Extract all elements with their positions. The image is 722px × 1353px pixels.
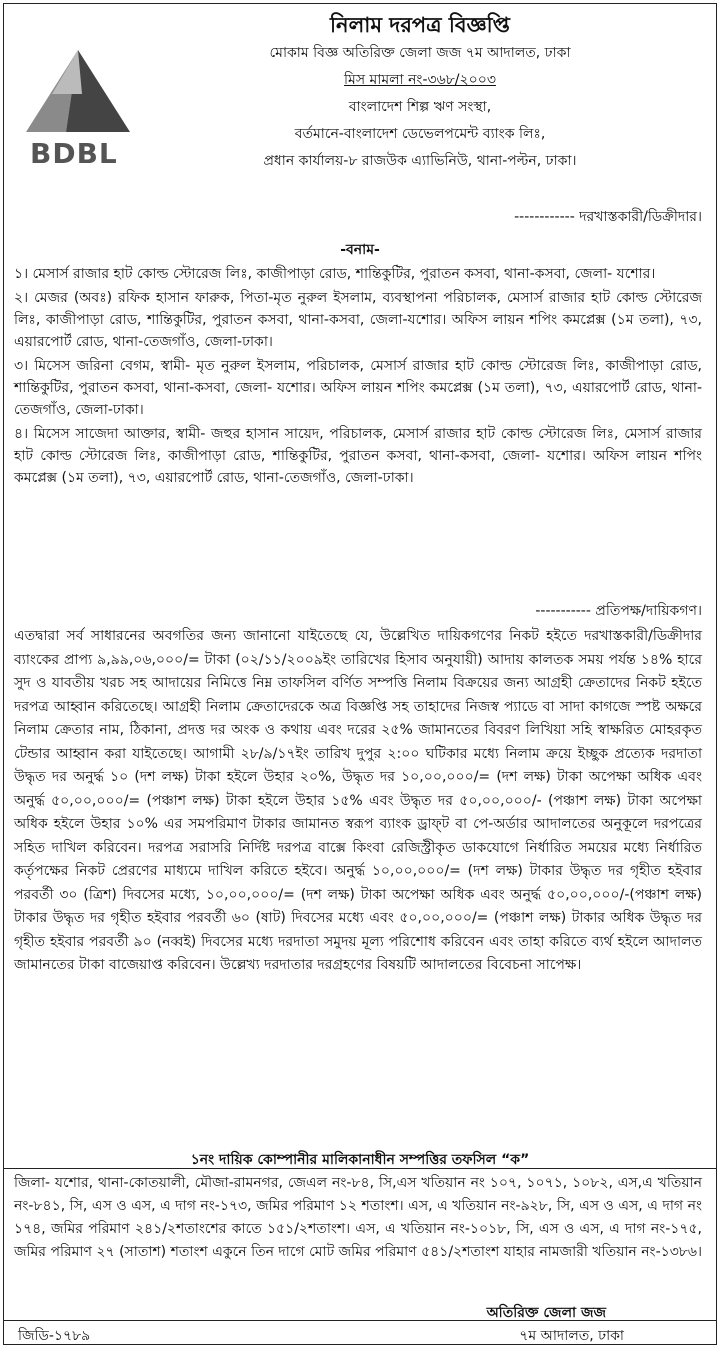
notice-sheet	[3, 3, 717, 1345]
notice-header	[134, 10, 706, 175]
gd-number: জিডি-১৭৮৯	[18, 1328, 91, 1344]
case-number: মিস মামলা নং-৩৬৮/২০০৩	[344, 72, 496, 88]
respondent-item: ১। মেসার্স রাজার হাট কোল্ড স্টোরেজ লিঃ, কাজীপাড়া রোড, শান্তিকুটির, পুরাতন কসবা, থানা-কসবা, জেলা- যশোর।	[14, 266, 656, 282]
court-line: মোকাম বিজ্ঞ অতিরিক্ত জেলা জজ ৭ম আদালত, ঢাকা	[269, 45, 571, 61]
schedule-text: জিলা- যশোর, থানা-কোতয়ালী, মৌজা-রামনগর, জেএল নং-৮৪, সি,এস খতিয়ান নং ১০৭, ১০৭১, ১০৮২, এস,এ খতিয়ান নং-৮৪১, সি, এস ও এস, এ দাগ নং-১৭৩, জমির পরিমাণ ১২ শতাংশ। এস, এ খতিয়ান নং-৯২৮, সি, এস ও এস, এ দাগ নং ১৭৪, জমির পরিমাণ ২৪১/২শতাংশের কাতে ১৫১/২শতাংশ। এস, এ খতিয়ান নং-১০১৮, সি, এস ও এস, এ দাগ নং-১৭৫, জমির পরিমাণ ২৭ (সাতাশ) শতাংশ একুনে তিন দাগে মোট জমির পরিমাণ ৫৪১/২শতাংশ যাহার নামজারী খতিয়ান নং-১৩৮৬।	[14, 1175, 703, 1260]
footer-divider	[4, 1320, 716, 1321]
respondent-item: ৩। মিসেস জরিনা বেগম, স্বামী- মৃত নুরুল ইসলাম, পরিচালক, মেসার্স রাজার হাট কোল্ড স্টোরেজ লিঃ, কাজীপাড়া রোড, শান্তিকুটির, পুরাতন কসবা, থানা-কসবা, জেলা- যশোর। অফিস লায়ন শপিং কমপ্লেক্স (১ম তলা), ৭৩, এয়ারপোর্ট রোড, থানা-তেজগাঁও, জেলা-ঢাকা।	[14, 358, 702, 418]
opposite-party-label: ----------- প্রতিপক্ষ/দায়িকগণ।	[535, 603, 702, 619]
schedule-divider-top	[4, 1168, 716, 1169]
triangle-logo-icon	[22, 44, 134, 134]
versus-label: -বনাম-	[340, 242, 380, 258]
respondent-item: ২। মেজর (অবঃ) রফিক হাসান ফারুক, পিতা-মৃত নুরুল ইসলাম, ব্যবস্থাপনা পরিচালক, মেসার্স রাজার হাট কোল্ড স্টোরেজ লিঃ, কাজীপাড়া রোড, শান্তিকুটির, পুরাতন কসবা, থানা-কসবা, জেলা-যশোর। অফিস লায়ন শপিং কমপ্লেক্স (১ম তলা), ৭৩, এয়ারপোর্ট রোড, থানা-তেজগাঁও, জেলা-ঢাকা।	[14, 290, 702, 350]
schedule-title: ১নং দায়িক কোম্পানীর মালিকানাধীন সম্পত্তির তফসিল “ক”	[190, 1152, 530, 1168]
petitioner-label: ------------ দরখাস্তকারী/ডিক্রীদার।	[514, 209, 702, 225]
page-title: নিলাম দরপত্র বিজ্ঞপ্তি	[330, 13, 510, 37]
org-line-1: বাংলাদেশ শিল্প ঋণ সংস্থা,	[348, 99, 492, 115]
org-line-3: প্রধান কার্যালয়-৮ রাজউক এ্যাভিনিউ, থানা-পল্টন, ঢাকা।	[263, 153, 577, 169]
bdbl-logo	[22, 44, 134, 170]
notice-body: এতদ্বারা সর্ব সাধারনের অবগতির জন্য জানানো যাইতেছে যে, উল্লেখিত দায়িকগণের নিকট হইতে দরখাস্তকারী/ডিক্রীদার ব্যাংকের প্রাপ্য ৯,৯৯,০৬,০০০/= টাকা (০২/১১/২০০৯ইং তারিখের হিসাব অনুযায়ী) আদায় কালতক সময় পর্যন্ত ১৪% হারে সুদ ও যাবতীয় খরচ সহ আদায়ের নিমিত্তে নিম্ন তাফসিল বর্ণিত সম্পত্তি নিলাম বিক্রয়ের জন্য আগ্রহী ক্রেতাদের নিকট হইতে দরপত্র আহ্বান করিতেছে। আগ্রহী নিলাম ক্রেতাদেরকে অত্র বিজ্ঞপ্তি সহ তাহাদের নিজস্ব প্যাডে বা সাদা কাগজে স্পষ্ট অক্ষরে নিলাম ক্রেতার নাম, ঠিকানা, প্রদত্ত দর অংক ও কথায় এবং দরের ২৫% জামানতের বিবরণ লিখিয়া সহি স্বাক্ষরিত মোহরকৃত টেন্ডার আহ্বান করা যাইতেছে। আগামী ২৮/৯/১৭ইং তারিখ দুপুর ২:০০ ঘটিকার মধ্যে নিলাম ক্রয়ে ইচ্ছুক প্রত্যেক দরদাতা উদ্ধৃত দর অনুর্দ্ধ ১০ (দশ লক্ষ) টাকা হইলে উহার ২০%, উদ্ধৃত দর ১০,০০,০০০/= (দশ লক্ষ) টাকা অপেক্ষা অধিক এবং অনুর্দ্ধ ৫০,০০,০০০/= (পঞ্চাশ লক্ষ) টাকা হইলে উহার ১৫% এবং উদ্ধৃত দর ৫০,০০,০০০/- (পঞ্চাশ লক্ষ) টাকা অপেক্ষা অধিক হইলে উহার ১০% এর সমপরিমাণ টাকার জামানত স্বরূপ ব্যাংক ড্রাফ্‌ট বা পে-অর্ডার আদালতের অনুকূলে দরপত্রের সহিত দাখিল করিবেন। দরপত্র সরাসরি নির্দিষ্ট দরপত্র বাক্সে কিংবা রেজিস্ট্রীকৃত ডাকযোগে নির্ধারিত সময়ের মধ্যে নির্ধারিত কর্তৃপক্ষের নিকট প্রেরণের মাধ্যমে দাখিল করিতে হইবে। অনুর্দ্ধ ১০,০০,০০০/= (দশ লক্ষ) টাকার উদ্ধৃত দর গৃহীত হইবার পরবর্তী ৩০ (ত্রিশ) দিবসের মধ্যে, ১০,০০,০০০/= (দশ লক্ষ) টাকা অপেক্ষা অধিক এবং অনুর্দ্ধ ৫০,০০,০০০/-(পঞ্চাশ লক্ষ) টাকার উদ্ধৃত দর গৃহীত হইবার পরবর্তী ৬০ (ষাট) দিবসের মধ্যে এবং ৫০,০০,০০০/= (পঞ্চাশ লক্ষ) টাকার অধিক উদ্ধৃত দর গৃহীত হইবার পরবর্তী ৯০ (নব্বই) দিবসের মধ্যে দরদাতা সমুদয় মূল্য পরিশোধ করিবেন এবং তাহা করিতে ব্যর্থ হইলে আদালত জামানতের টাকা বাজেয়াপ্ত করিবেন। উল্লেখ্য দরদাতার দরগ্রহণের বিষয়টি আদালতের বিবেচনা সাপেক্ষ।	[14, 628, 702, 973]
respondent-item: ৪। মিসেস সাজেদা আক্তার, স্বামী- জহুর হাসান সায়েদ, পরিচালক, মেসার্স রাজার হাট কোল্ড স্টোরেজ লিঃ, মেসার্স রাজার হাট কোল্ড স্টোরেজ লিঃ, কাজীপাড়া রোড, শান্তিকুটির, পুরাতন কসবা, থানা-কসবা, জেলা- যশোর। অফিস লায়ন শপিং কমপ্লেক্স (১ম তলা), ৭৩, এয়ারপোর্ট রোড, থানা-তেজগাঁও, জেলা-ঢাকা।	[14, 426, 702, 486]
respondents-list	[14, 263, 702, 489]
signature-title: অতিরিক্ত জেলা জজ	[486, 1305, 606, 1321]
logo-text: BDBL	[30, 137, 118, 170]
signature-court: ৭ম আদালত, ঢাকা	[519, 1328, 624, 1344]
org-line-2: বর্তমানে-বাংলাদেশ ডেভেলপমেন্ট ব্যাংক লিঃ,	[294, 126, 546, 142]
